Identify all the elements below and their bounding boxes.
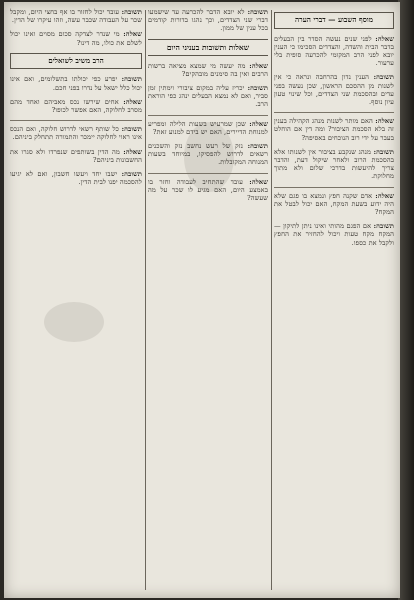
column-rule [145,10,146,590]
divider [148,115,268,116]
qa-block: תשובה: אם הפגם מהותי ואינו ניתן לתיקון — המקח מקח טעות ויכול להחזיר את החפץ ולקבל את כספו. [274,222,394,247]
qa-block: תשובה: ישבו יחד ויעשו חשבון, ואם לא יגיעו להסכמה יפנו לבית הדין. [10,170,142,187]
top-banner: מוסף השבוע — דברי הערה [274,12,394,29]
divider [274,112,394,113]
qa-block: שאלה: לפני שנים נעשה הסדר בין הבעלים בדבר הבית והשדה, והצדדים הסכימו כי הענין יובא לפני הרב המקומי להכרעה סופית בלי ערעור. [274,34,394,68]
qa-block: תשובה: לא יובא הדבר להכרעה עד שישמעו דברי שני הצדדים, וכך נהגו בדורות קודמים בכל ענין של ממון. [148,8,268,33]
qa-block: שאלה: מי שנדר לצדקה סכום מסוים ואינו יכול לשלם את כולו, מה דינו? [10,30,142,47]
qa-block: תשובה: מנהג שנקבע בציבור אין לשנותו אלא בהסכמת הרוב ולאחר שיקול דעת, והדבר צריך להיעשות בדרכי שלום ולא מתוך מחלוקת. [274,147,394,181]
qa-block: תשובה: הענין נדון בהרחבה ונראה כי אין לשנות מן ההסכם הראשון, שכן נעשה בפני עדים ובהסכמת שני הצדדים, וכל שינוי טעון עיון נוסף. [274,73,394,107]
column-middle [148,8,268,592]
section-banner: הרב משיב לשואלים [10,53,142,70]
divider [274,187,394,188]
qa-block: שאלה: עובד שהתחיב לעבודה וחזר בו באמצע היום, האם מגיע לו שכר על מה שעשה? [148,177,268,203]
qa-block: תשובה: נזק של רעש נחשב נזק והשכנים רשאים לדרוש להפסיקו, במיוחד בשעות המנוחה המקובלות. [148,142,268,167]
scan-background-edge [398,0,414,600]
qa-block: תשובה: כל שותף רשאי לדרוש חלוקה, ואם הנכס אינו ראוי לחלוקה יימכר והתמורה תתחלק ביניהם. [10,125,142,142]
section-headline: שאלות ותשובות בעניני היום [148,39,268,56]
qa-block: שאלה: שכן שמרעיש בשעות הלילה ומפריע למנוחת הדיירים, האם יש בידם למנוע זאת? [148,119,268,136]
qa-block: תשובה: יכריז עליה במקום ציבורי וימתין זמן סביר, ואם לא נמצא הבעלים ינהג כפי הוראת הרב. [148,84,268,109]
column-left [10,8,142,592]
qa-block: שאלה: אדם שקנה חפץ ונמצא בו פגם שלא היה ידוע בשעת המקח, האם יכול לבטל את המקח? [274,191,394,217]
qa-block: שאלה: מה הדין בשותפים שנפרדו ולא סגרו את החשבונות ביניהם? [10,147,142,164]
qa-block: שאלה: מה יעשה מי שמצא מציאה ברשות הרבים ואין בה סימנים מובהקים? [148,61,268,78]
divider [148,173,268,174]
qa-block: תשובה: עובד יכול לחזור בו אף בחצי היום, ומקבל שכר על העבודה שכבר עשה, וזהו עיקרו של הדין. [10,8,142,25]
qa-block: שאלה: אחים שירשו נכס מאביהם ואחד מהם מסרב לחלוקה, האם אפשר לכופו? [10,97,142,115]
qa-block: שאלה: האם מותר לשנות מנהג הקהילה בענין זה בלא הסכמת הציבור? ומה דין אם הוחלט בעבר על ידי רוב הנוכחים באסיפה? [274,117,394,142]
qa-block: תשובה: יפרע כפי יכולתו בתשלומים, ואם אינו יכול כלל ישאל על נדרו בפני חכם. [10,75,142,92]
column-rule [271,10,272,590]
divider [10,120,142,121]
column-right [274,8,394,592]
newspaper-page [4,2,400,598]
